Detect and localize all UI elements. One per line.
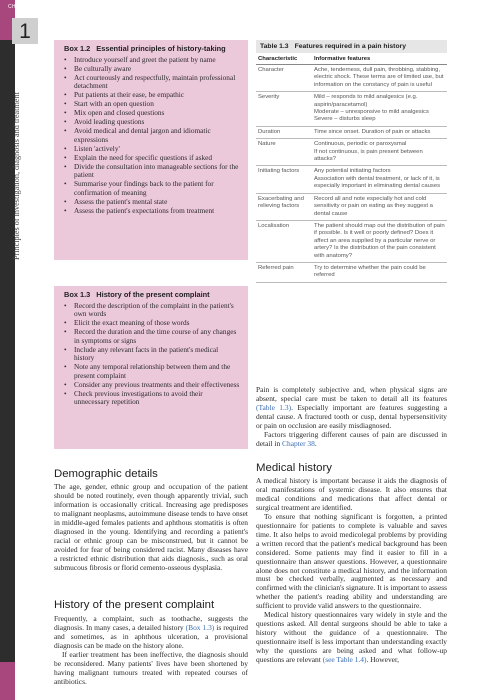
list-item: • Include any relevant facts in the patient's medical history: [64, 344, 219, 363]
bullet-icon: •: [64, 72, 67, 82]
medical-history-heading: Medical history: [256, 462, 332, 474]
table-cell-features: Mild – responds to mild analgesics (e.g. aspirin/paracetamol) Moderate – unresponsive to mild analgesics Severe – disturbs sleep: [314, 94, 429, 123]
box-1-2: [54, 40, 248, 260]
bullet-icon: •: [64, 99, 67, 109]
paragraph: Pain is completely subjective and, when physical signs are absent, special care must be taken to detail all its features (Table 1.3). Especially important are features suggesting a dental cause. A fractured tooth or cusp, dental hypersensitivity or pain on occlusion are easily misdiagnosed.: [256, 385, 447, 430]
list-item: • Avoid medical and dental jargon and idiomatic expressions: [64, 126, 211, 144]
table-header-cell: Informative features: [314, 56, 371, 62]
box-1-3-title: Box 1.3 History of the present complaint: [64, 290, 210, 299]
box-1-3-link[interactable]: (Box 1.3): [185, 622, 215, 632]
box-1-3: [54, 286, 248, 449]
paragraph: Factors triggering different causes of pain are discussed in detail in Chapter 38.: [256, 429, 447, 448]
list-item: • Introduce yourself and greet the patient by name: [64, 54, 216, 64]
paragraph: If earlier treatment has been ineffective, the diagnosis should be reconsidered. Many patients' lives have been shortened by having malignant tumours treated with repeated courses of antibiotics.: [54, 649, 248, 686]
bullet-icon: •: [64, 318, 67, 328]
paragraph: To ensure that nothing significant is forgotten, a printed questionnaire for patients to complete is valuable and saves time. It also helps to avoid medicolegal problems by providing a written record that the patient's medical background has been considered. Some patients may find it easier to fill in a questionnaire than answer questions. However, a questionnaire alone does not constitute a medical history, and the information must be checked verbally, augmented as necessary and confirmed with the clinician's signature. It is important to assess whether the patient's reading ability and understanding are sufficient to provide valid answers to the questionnaire.: [256, 511, 447, 611]
table-cell-features: Record all and note especially hot and cold sensitivity or pain on eating as they suggest a dental cause: [314, 195, 433, 217]
bullet-icon: •: [64, 388, 67, 398]
list-item: • Divide the consultation into manageable sections for the patient: [64, 161, 239, 180]
running-head: Principles of investigation, diagnosis and treatment: [12, 92, 21, 260]
bullet-icon: •: [64, 63, 67, 73]
list-item: • Listen 'actively': [64, 143, 120, 153]
list-item: • Explain the need for specific questions if asked: [64, 152, 212, 162]
bullet-icon: •: [64, 143, 67, 153]
table-row: [256, 194, 447, 221]
table-cell-features: Try to determine whether the pain could be referred: [314, 264, 426, 279]
chapter-strip-bottom: [0, 662, 15, 700]
table-header-cell: Characteristic: [258, 56, 298, 62]
table-1-3: [256, 40, 447, 375]
demographic-text: [54, 483, 248, 573]
table-body: [256, 65, 447, 283]
table-1-3-title: Table 1.3 Features required in a pain history: [256, 40, 447, 53]
list-item: • Put patients at their ease, be empathic: [64, 90, 185, 100]
list-item: • Avoid leading questions: [64, 117, 145, 127]
table-cell-characteristic: Exacerbating and relieving factors: [258, 195, 304, 210]
table-cell-characteristic: Initiating factors: [258, 168, 300, 175]
box-1-3-list: [54, 302, 248, 412]
chapter-38-link[interactable]: Chapter 38: [282, 438, 315, 448]
hpc-heading: History of the present complaint: [54, 599, 215, 611]
table-row: [256, 263, 447, 283]
list-item: • Record the description of the complaint in the patient's own words: [64, 300, 234, 319]
table-cell-characteristic: Localisation: [258, 222, 290, 229]
demographic-heading: Demographic details: [54, 468, 158, 480]
list-item: • Elicit the exact meaning of those words: [64, 318, 190, 328]
bullet-icon: •: [64, 179, 67, 189]
bullet-icon: •: [64, 126, 67, 136]
list-item: • Summarise your findings back to the patient for confirmation of meaning: [64, 179, 214, 197]
table-cell-characteristic: Nature: [258, 141, 276, 148]
table-cell-characteristic: Character: [258, 67, 284, 73]
table-cell-characteristic: Severity: [258, 94, 280, 101]
bullet-icon: •: [64, 161, 67, 171]
paragraph: Medical history questionnaires vary widely in style and the questions asked. All dental surgeons should be able to take a history without the guidance of a questionnaire. The questionnaire itself is less important than understanding exactly why the questions are being asked and what follow-up questions are relevant (see Table 1.4). However,: [256, 610, 447, 665]
paragraph: The age, gender, ethnic group and occupation of the patient should be noted routinely, even though apparently trivial, such information is occasionally critical. Increasing age predisposes to malignant neoplasms, autoimmune disease tends to have onset in middle-aged females patients and aphthous stomatitis is often diagnosed in the young. Identifying and recording a patient's racial or ethnic group can be misconstrued, but it cannot be avoided for fear of being considered racist. Many diseases have a restricted ethnic distribution that aids diagnosis., such as oral submucous fibrosis or florid cemento-osseous dysplasia.: [54, 482, 248, 572]
bullet-icon: •: [64, 90, 67, 100]
bullet-icon: •: [64, 152, 67, 162]
table-1-4-link[interactable]: (see Table 1.4): [322, 655, 367, 665]
list-item: • Assess the patient's mental state: [64, 196, 168, 206]
table-cell-features: Ache, tenderness, dull pain, throbbing, stabbing, electric shock. These terms are of limited use, but information on the constancy of pain is useful: [314, 67, 444, 88]
bullet-icon: •: [64, 300, 67, 310]
list-item: • Record the duration and the time course of any changes in symptoms or signs: [64, 327, 237, 345]
paragraph: Frequently, a complaint, such as toothache, suggests the diagnosis. In many cases, a detailed history (Box 1.3) is required and sometimes, as in aphthous ulceration, a provisional diagnosis can be made on the history alone.: [54, 614, 248, 650]
table-row: [256, 65, 447, 92]
paragraph: A medical history is important because it aids the diagnosis of oral manifestations of systemic disease. It also ensures that medical conditions and medications that affect dental or surgical treatment are identified.: [256, 476, 447, 512]
list-item: • Consider any previous treatments and their effectiveness: [64, 379, 240, 389]
table-header: [256, 53, 447, 65]
bullet-icon: •: [64, 117, 67, 127]
table-cell-features: The patient should map out the distribution of pain if possible. Is it well or poorly defined? Does it affect an area supplied by a particular nerve or artery? Is the distribution of the pain consistent with anatomy?: [314, 222, 445, 259]
hpc-text: [54, 615, 248, 687]
list-item: • Start with an open question: [64, 99, 154, 109]
table-row: [256, 139, 447, 166]
table-cell-characteristic: Referred pain: [258, 264, 294, 271]
chapter-number: 1: [12, 18, 38, 44]
list-item: • Assess the patient's expectations from treatment: [64, 205, 215, 215]
table-row: [256, 166, 447, 193]
bullet-icon: •: [64, 54, 67, 64]
bullet-icon: •: [64, 196, 67, 206]
box-1-2-title: Box 1.2 Essential principles of history-taking: [64, 44, 226, 53]
table-1-3-link[interactable]: (Table 1.3): [256, 402, 292, 412]
bullet-icon: •: [64, 344, 67, 354]
bullet-icon: •: [64, 205, 67, 215]
table-row: [256, 92, 447, 127]
pain-text: [256, 386, 447, 449]
table-row: [256, 221, 447, 263]
bullet-icon: •: [64, 327, 67, 337]
list-item: • Mix open and closed questions: [64, 108, 165, 118]
bullet-icon: •: [64, 108, 67, 118]
box-1-2-list: [54, 56, 248, 220]
table-cell-features: Time since onset. Duration of pain or attacks: [314, 128, 431, 135]
table-cell-features: Any potential initiating factors Association with dental treatment, or lack of it, is especially important in eliminating dental causes: [314, 168, 441, 190]
table-row: [256, 127, 447, 139]
table-cell-features: Continuous, periodic or paroxysmal If not continuous, is pain present between attacks?: [314, 141, 423, 163]
chapter-label: CHAPTER: [8, 4, 34, 10]
bullet-icon: •: [64, 362, 67, 372]
list-item: • Act courteously and respectfully, maintain professional detachment: [64, 72, 236, 91]
list-item: • Be culturally aware: [64, 63, 132, 73]
medical-history-text: [256, 477, 447, 665]
list-item: • Check previous investigations to avoid their unnecessary repetition: [64, 388, 203, 407]
list-item: • Note any temporal relationship between them and the present complaint: [64, 362, 231, 380]
table-cell-characteristic: Duration: [258, 128, 281, 135]
bullet-icon: •: [64, 379, 67, 389]
